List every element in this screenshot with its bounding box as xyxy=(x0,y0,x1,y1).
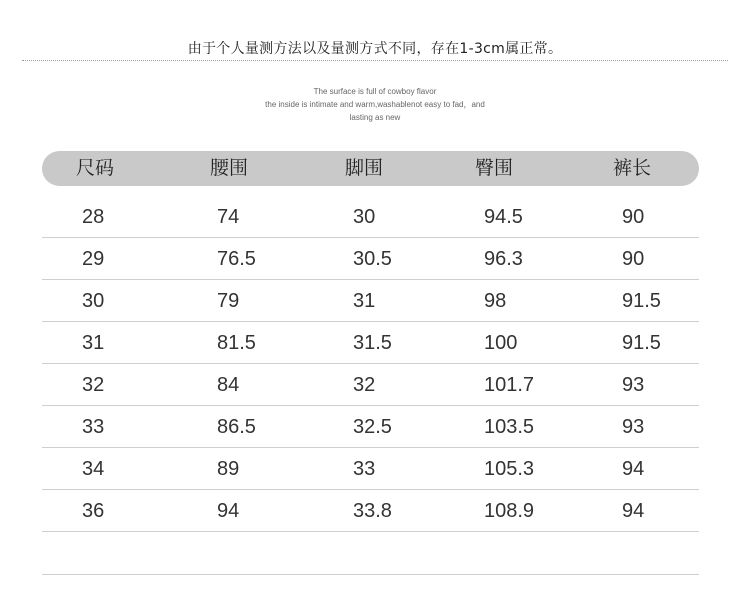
table-cell: 100 xyxy=(484,332,518,354)
table-cell: 105.3 xyxy=(484,458,535,480)
table-cell: 32 xyxy=(353,374,376,396)
table-cell: 31 xyxy=(82,332,105,354)
measurement-notice: 由于个人量测方法以及量测方式不同，存在1-3cm属正常。 xyxy=(187,41,563,57)
table-cell: 93 xyxy=(622,374,645,396)
table-cell: 81.5 xyxy=(217,332,256,354)
table-cell: 94 xyxy=(217,500,240,522)
size-table-header xyxy=(42,151,699,186)
table-cell: 31.5 xyxy=(353,332,392,354)
header-length: 裤长 xyxy=(613,157,652,179)
table-cell: 33.8 xyxy=(353,500,392,522)
header-hip: 臀围 xyxy=(475,157,514,179)
table-cell: 34 xyxy=(82,458,105,480)
table-cell: 86.5 xyxy=(217,416,256,438)
table-row xyxy=(42,280,699,322)
tagline-line-2: the inside is intimate and warm,washablenot easy to fad，and xyxy=(265,100,485,109)
table-cell: 103.5 xyxy=(484,416,535,438)
table-cell: 74 xyxy=(217,206,240,228)
dotted-divider xyxy=(22,60,728,61)
table-cell: 93 xyxy=(622,416,645,438)
table-cell: 108.9 xyxy=(484,500,535,522)
table-cell: 33 xyxy=(353,458,376,480)
table-row xyxy=(42,364,699,406)
size-table-body xyxy=(42,196,699,532)
table-cell: 94 xyxy=(622,458,645,480)
header-leg-opening: 脚围 xyxy=(345,157,384,179)
table-row xyxy=(42,490,699,532)
table-cell: 91.5 xyxy=(622,290,661,312)
table-cell: 84 xyxy=(217,374,240,396)
tagline-line-1: The surface is full of cowboy flavor xyxy=(313,87,437,96)
table-row xyxy=(42,448,699,490)
table-cell: 36 xyxy=(82,500,105,522)
table-cell: 31 xyxy=(353,290,376,312)
table-cell: 30 xyxy=(353,206,376,228)
table-cell: 89 xyxy=(217,458,240,480)
table-row xyxy=(42,196,699,238)
tagline-line-3: lasting as new xyxy=(349,113,401,122)
header-waist: 腰围 xyxy=(210,157,249,179)
table-cell: 90 xyxy=(622,248,645,270)
table-cell: 91.5 xyxy=(622,332,661,354)
table-row xyxy=(42,238,699,280)
table-bottom-line xyxy=(42,574,699,575)
table-cell: 96.3 xyxy=(484,248,523,270)
table-cell: 29 xyxy=(82,248,105,270)
table-cell: 28 xyxy=(82,206,105,228)
table-cell: 79 xyxy=(217,290,240,312)
table-cell: 32 xyxy=(82,374,105,396)
table-cell: 30 xyxy=(82,290,105,312)
table-row xyxy=(42,322,699,364)
table-cell: 90 xyxy=(622,206,645,228)
table-cell: 76.5 xyxy=(217,248,256,270)
table-cell: 33 xyxy=(82,416,105,438)
table-cell: 98 xyxy=(484,290,507,312)
table-cell: 94 xyxy=(622,500,645,522)
header-size: 尺码 xyxy=(76,157,115,179)
table-cell: 30.5 xyxy=(353,248,392,270)
table-cell: 101.7 xyxy=(484,374,535,396)
table-cell: 94.5 xyxy=(484,206,523,228)
table-cell: 32.5 xyxy=(353,416,392,438)
table-row xyxy=(42,406,699,448)
